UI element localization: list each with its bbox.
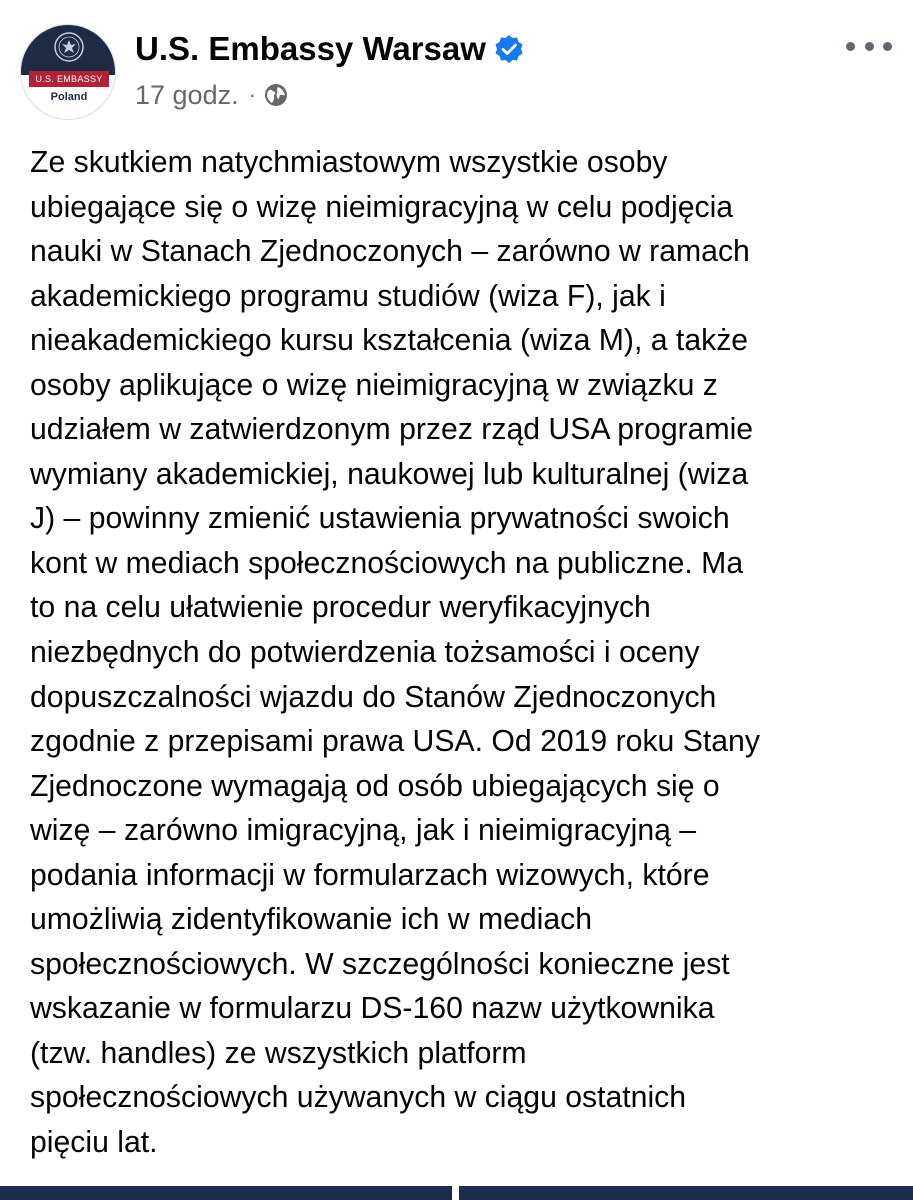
attached-image-right[interactable] [459,1186,913,1200]
avatar-country: Poland [50,91,88,103]
post-text-line: udziałem w zatwierdzonym przez rząd USA programie [30,413,754,447]
post-text-line: Ze skutkiem natychmiastowym wszystkie osoby [30,146,668,179]
post-text-line: Zjednoczone wymagają od osób ubiegających się o [30,769,720,803]
post-text-line: kont w mediach społecznościowych na publiczne. Ma [30,546,744,580]
more-dot [865,42,874,51]
post-text-line: nauki w Stanach Zjednoczonych – zarówno w ramach [30,235,750,269]
post-text-line: osoby aplikujące o wizę nieimigracyjną w związku z [30,368,718,402]
post-text-line: J) – powinny zmienić ustawienia prywatności swoich [30,502,730,536]
post-text-line: (tzw. handles) ze wszystkich platform [30,1036,527,1070]
post-text-line: ubiegające się o wizę nieimigracyjną w celu podjęcia [30,190,734,224]
more-options-icon[interactable] [846,36,892,56]
attached-image-left[interactable] [0,1186,452,1200]
post-text-line: społecznościowych używanych w ciągu ostatnich [30,1081,687,1115]
page-avatar[interactable] [20,24,116,120]
post-text-line: nieakademickiego kursu kształcenia (wiza M), a także [30,324,749,358]
post-text-line: niezbędnych do potwierdzenia tożsamości i oceny [30,636,700,670]
post-text-line: to na celu ułatwienie procedur weryfikacyjnych [30,591,651,625]
post-text-line: dopuszczalności wjazdu do Stanów Zjednoczonych [30,680,717,714]
post-timestamp[interactable]: 17 godz. [135,79,239,110]
post-text-line: zgodnie z przepisami prawa USA. Od 2019 roku Stany [30,725,760,759]
post-text-line: umożliwią zidentyfikowanie ich w mediach [30,903,593,937]
post-header [0,0,913,130]
post-text-line: wskazanie w formularzu DS-160 nazw użytkownika [30,992,715,1026]
post-text-line: podania informacji w formularzach wizowych, które [30,858,710,892]
post-meta [135,78,288,112]
more-dot [883,42,892,51]
avatar-banner: U.S. EMBASSY [29,71,109,87]
page-name-row [135,24,524,74]
verified-badge-icon [494,34,524,64]
post-text [30,141,890,1166]
post-text-line: pięciu lat. [30,1126,158,1160]
eagle-seal-icon [53,31,85,63]
meta-separator: · [248,82,256,107]
more-dot [846,42,855,51]
post-text-line: wizę – zarówno imigracyjną, jak i nieimigracyjną – [30,814,697,848]
post-text-line: wymiany akademickiej, naukowej lub kulturalnej (wiza [30,457,749,491]
page-name-link[interactable]: U.S. Embassy Warsaw [135,30,486,67]
post-text-line: akademickiego programu studiów (wiza F), jak i [30,279,666,313]
post-text-line: społecznościowych. W szczególności konieczne jest [30,947,730,981]
globe-icon[interactable] [264,83,288,107]
